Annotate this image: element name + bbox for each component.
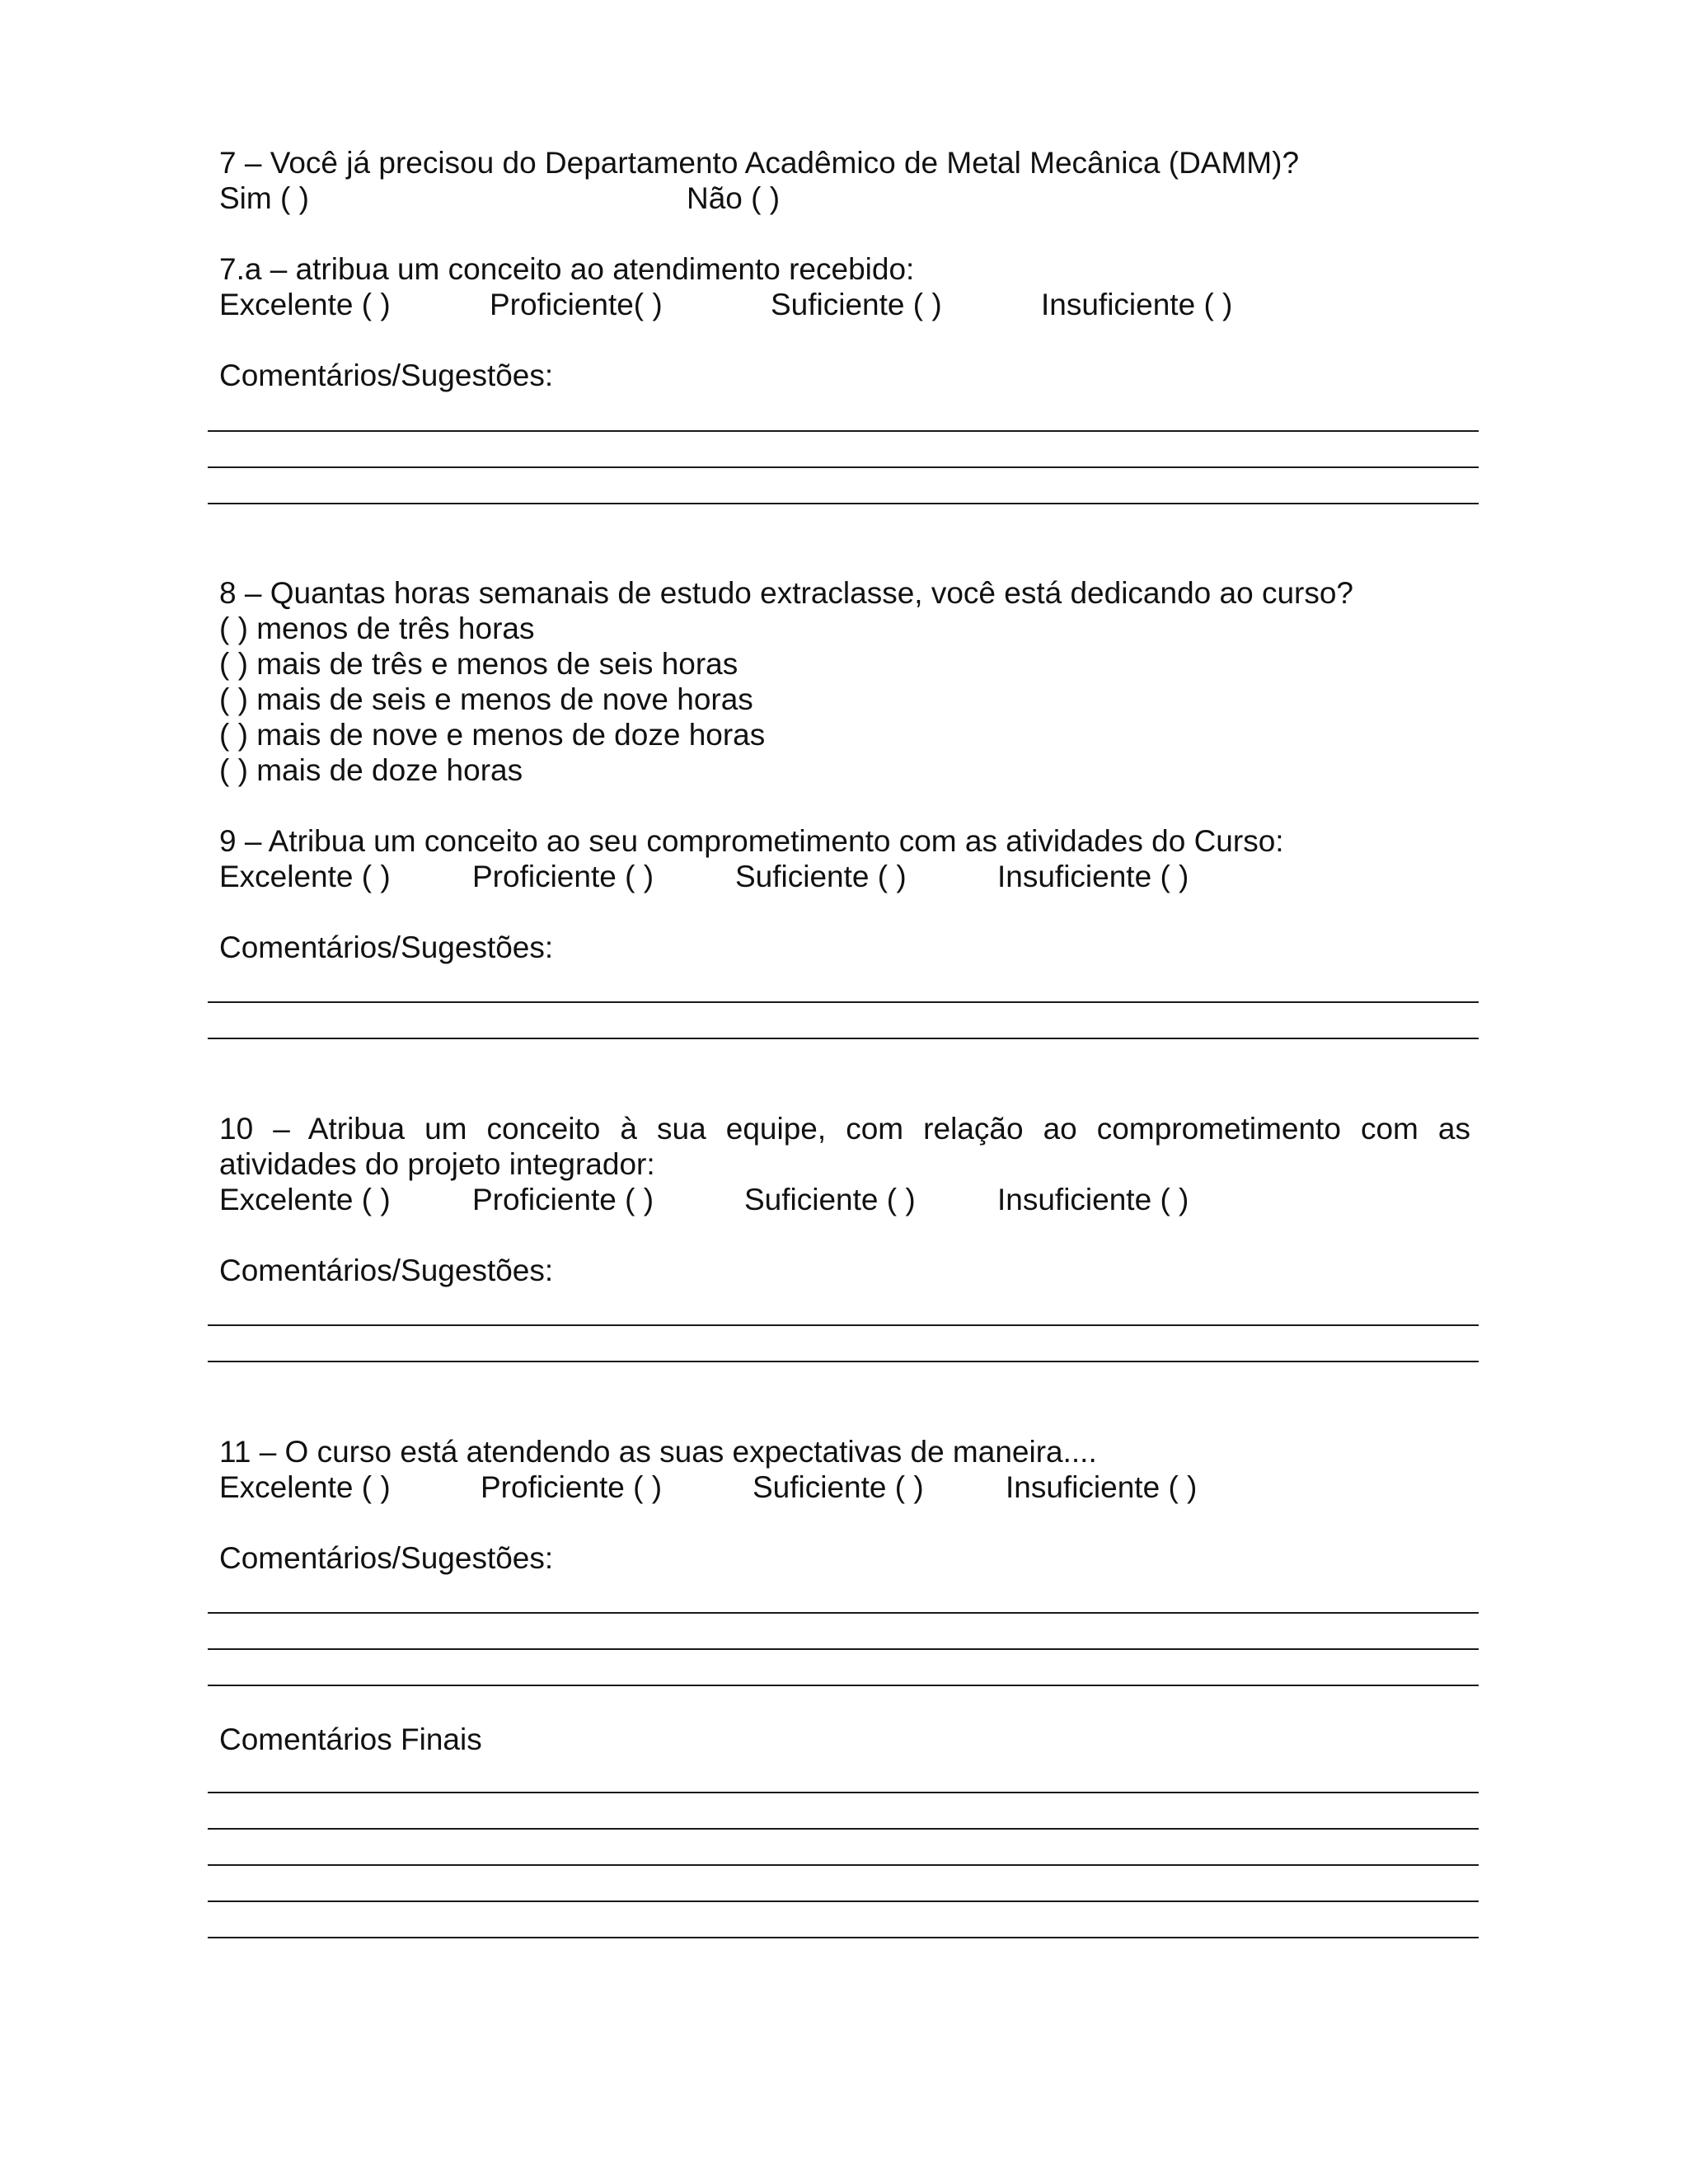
q7a-option-insuficiente[interactable]: Insuficiente ( ) [1041, 288, 1233, 321]
q10-comments-label: Comentários/Sugestões: [219, 1254, 554, 1287]
q9-comments-label: Comentários/Sugestões: [219, 930, 554, 964]
q9-question: 9 – Atribua um conceito ao seu comprometimento com as atividades do Curso: [219, 824, 1284, 858]
q7a-comment-line-2[interactable] [208, 466, 1479, 468]
q9-option-excelente[interactable]: Excelente ( ) [219, 860, 391, 893]
q10-comment-line-1[interactable] [208, 1324, 1479, 1326]
q8-option-5[interactable]: ( ) mais de doze horas [219, 753, 523, 787]
q7-yes-option[interactable]: Sim ( ) [219, 181, 309, 215]
q11-comments-label: Comentários/Sugestões: [219, 1541, 554, 1575]
final-comment-line-2[interactable] [208, 1828, 1479, 1830]
final-comment-line-5[interactable] [208, 1937, 1479, 1938]
q7a-option-excelente[interactable]: Excelente ( ) [219, 288, 391, 321]
q7a-comments-label: Comentários/Sugestões: [219, 359, 554, 392]
final-comments-label: Comentários Finais [219, 1722, 482, 1756]
q11-question: 11 – O curso está atendendo as suas expectativas de maneira.... [219, 1435, 1097, 1469]
q7a-option-proficiente[interactable]: Proficiente( ) [490, 288, 663, 321]
q7-question: 7 – Você já precisou do Departamento Acadêmico de Metal Mecânica (DAMM)? [219, 146, 1300, 180]
q11-option-insuficiente[interactable]: Insuficiente ( ) [1006, 1470, 1198, 1504]
final-comment-line-3[interactable] [208, 1864, 1479, 1866]
q10-question-line-1: 10 – Atribua um conceito à sua equipe, com relação ao comprometimento com as [219, 1112, 1470, 1146]
q11-comment-line-1[interactable] [208, 1612, 1479, 1614]
q11-comment-line-3[interactable] [208, 1685, 1479, 1686]
q8-option-2[interactable]: ( ) mais de três e menos de seis horas [219, 647, 738, 681]
q9-option-proficiente[interactable]: Proficiente ( ) [472, 860, 654, 893]
q8-question: 8 – Quantas horas semanais de estudo extraclasse, você está dedicando ao curso? [219, 576, 1354, 610]
q11-option-proficiente[interactable]: Proficiente ( ) [481, 1470, 663, 1504]
q11-option-excelente[interactable]: Excelente ( ) [219, 1470, 391, 1504]
q7a-question: 7.a – atribua um conceito ao atendimento recebido: [219, 252, 915, 286]
q10-option-excelente[interactable]: Excelente ( ) [219, 1183, 391, 1216]
q9-option-suficiente[interactable]: Suficiente ( ) [735, 860, 907, 893]
q7a-comment-line-3[interactable] [208, 503, 1479, 504]
q7-no-option[interactable]: Não ( ) [687, 181, 781, 215]
q11-option-suficiente[interactable]: Suficiente ( ) [753, 1470, 924, 1504]
q9-option-insuficiente[interactable]: Insuficiente ( ) [997, 860, 1189, 893]
q8-option-3[interactable]: ( ) mais de seis e menos de nove horas [219, 682, 753, 716]
final-comment-line-4[interactable] [208, 1900, 1479, 1902]
q9-comment-line-1[interactable] [208, 1001, 1479, 1003]
q8-option-1[interactable]: ( ) menos de três horas [219, 612, 535, 645]
q10-option-suficiente[interactable]: Suficiente ( ) [744, 1183, 916, 1216]
q8-option-4[interactable]: ( ) mais de nove e menos de doze horas [219, 718, 766, 752]
q10-option-insuficiente[interactable]: Insuficiente ( ) [997, 1183, 1189, 1216]
q9-comment-line-2[interactable] [208, 1038, 1479, 1039]
q7a-option-suficiente[interactable]: Suficiente ( ) [771, 288, 942, 321]
q11-comment-line-2[interactable] [208, 1648, 1479, 1650]
q7a-comment-line-1[interactable] [208, 430, 1479, 432]
final-comment-line-1[interactable] [208, 1792, 1479, 1793]
q10-option-proficiente[interactable]: Proficiente ( ) [472, 1183, 654, 1216]
q10-question-line-2: atividades do projeto integrador: [219, 1147, 655, 1181]
q10-comment-line-2[interactable] [208, 1361, 1479, 1362]
